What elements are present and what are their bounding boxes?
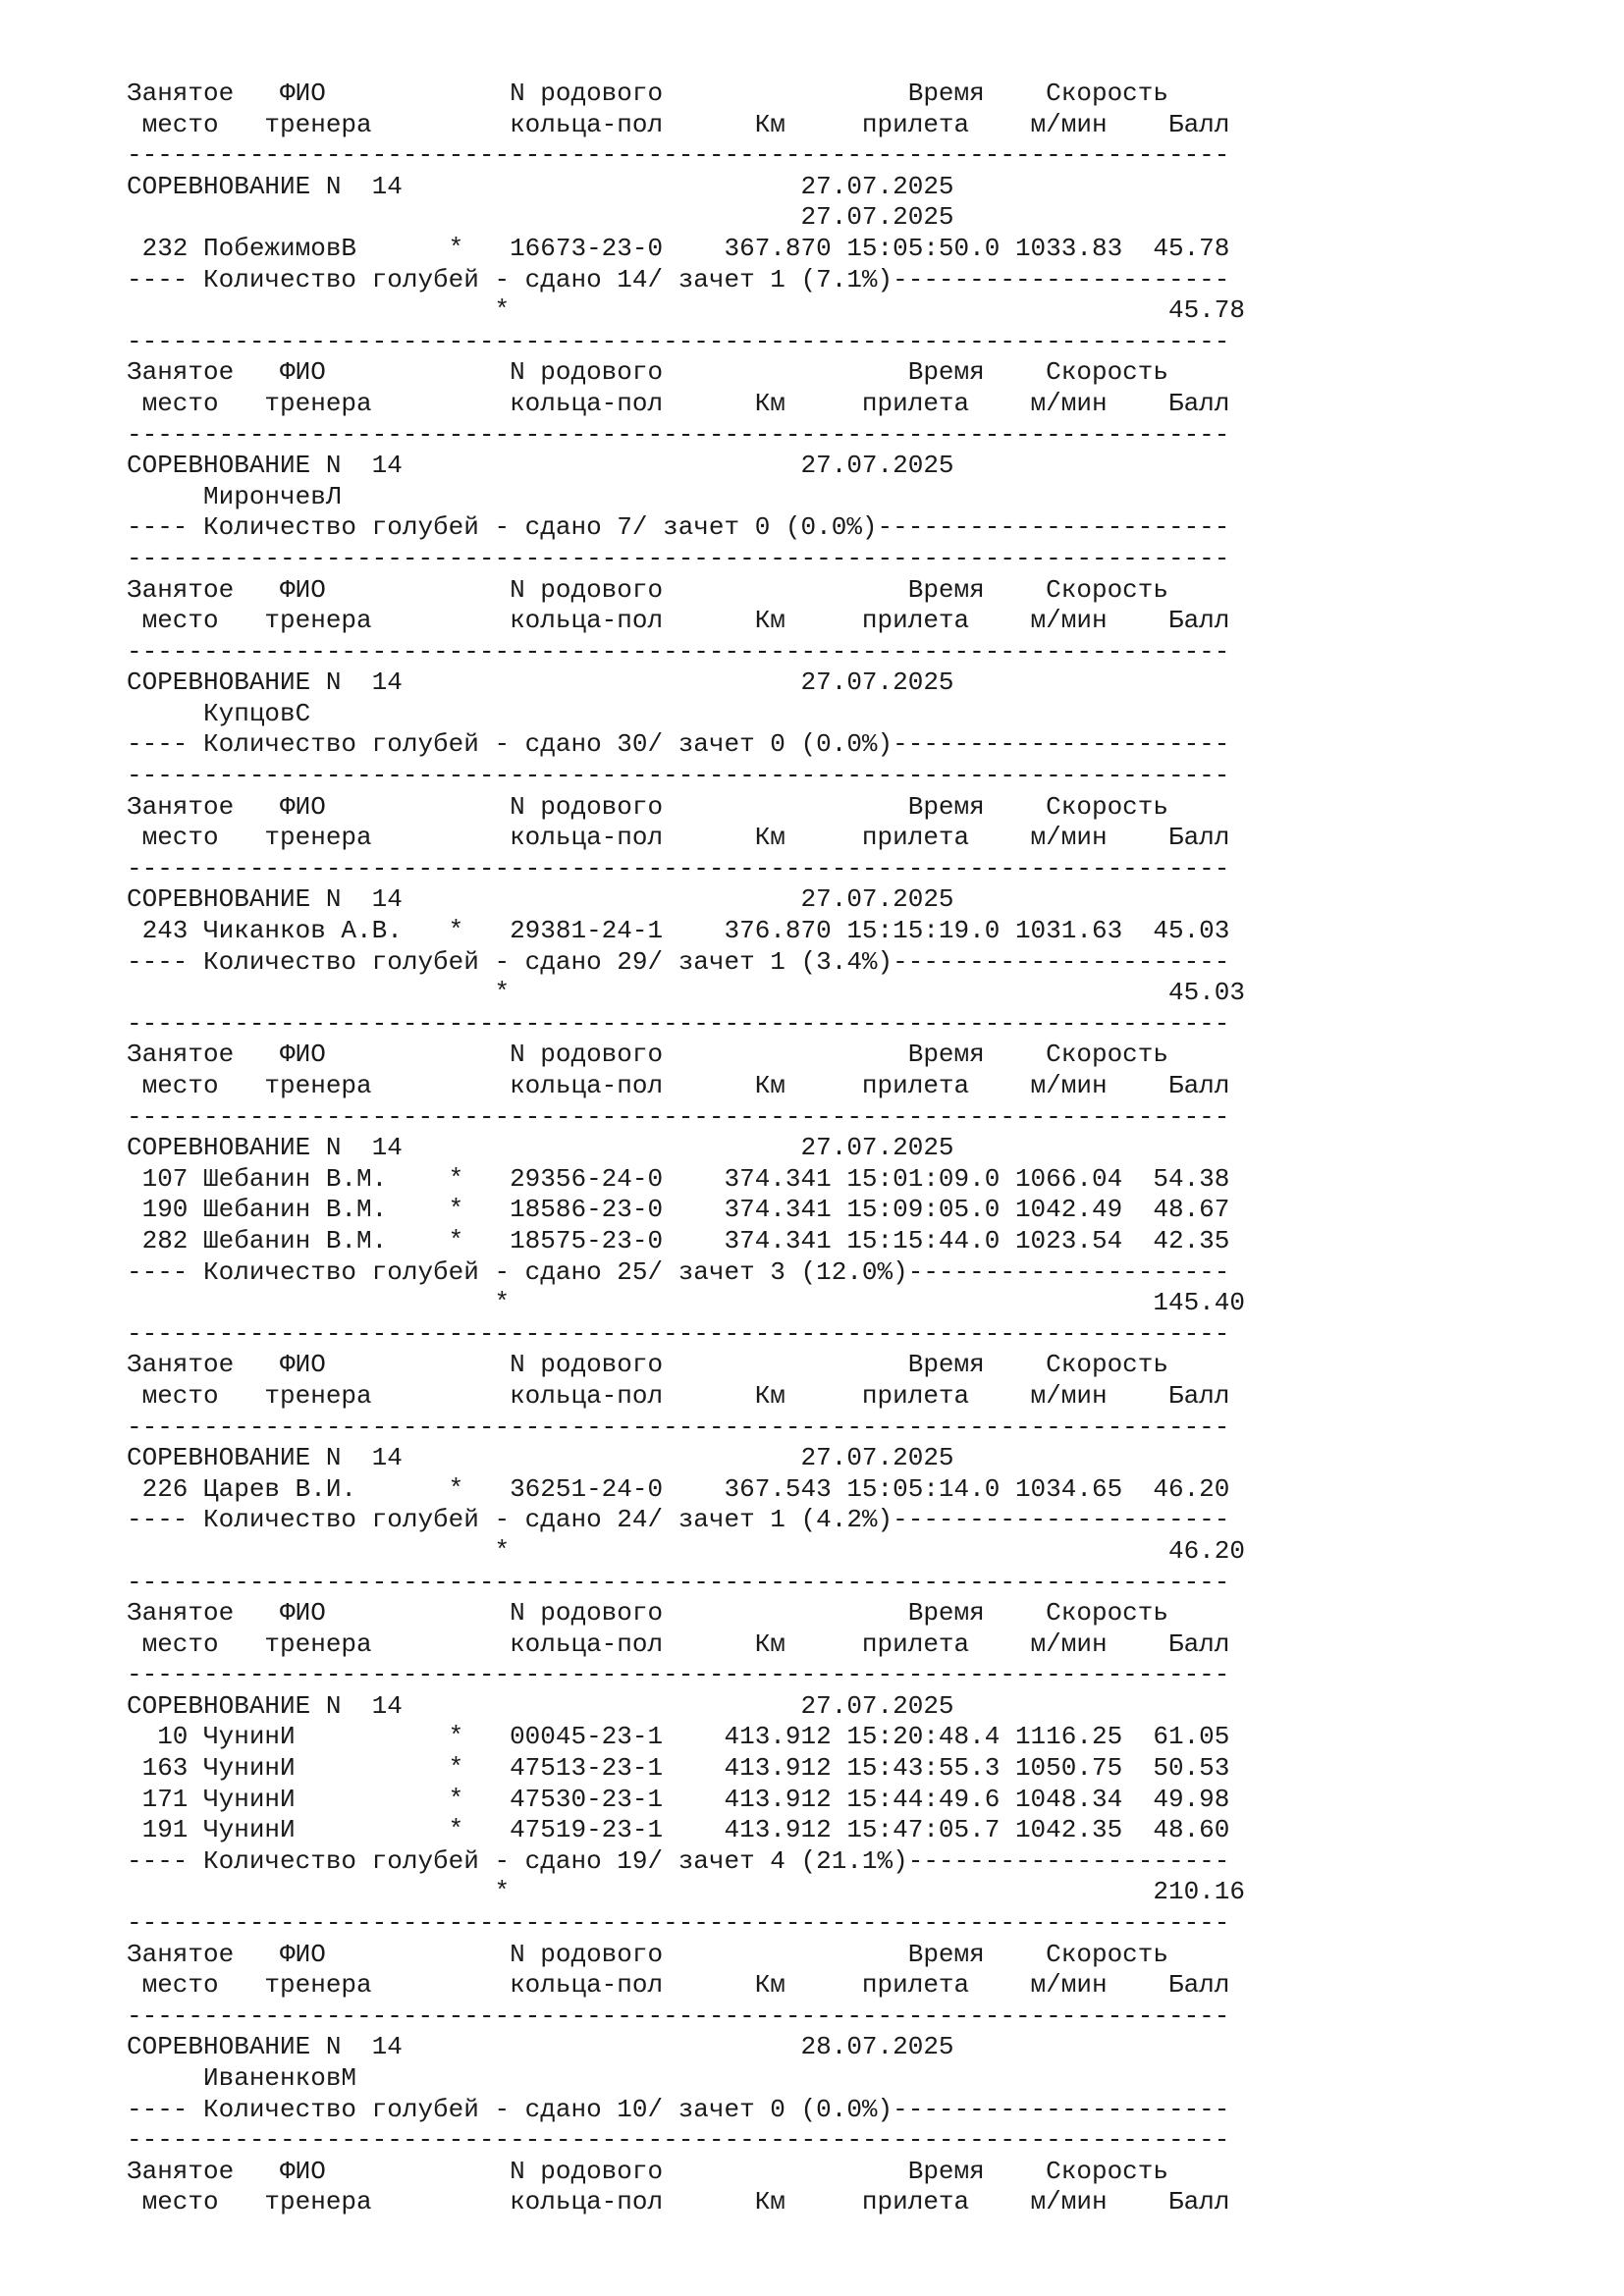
column-header-line: Занятое ФИО N родового Время Скорость [127,574,1168,605]
result-row: 190 Шебанин В.М. * 18586-23-0 374.341 15:09:05.0 1042.49 48.67 [127,1195,1230,1225]
competition-header-line: СОРЕВНОВАНИЕ N 14 27.07.2025 [127,451,954,481]
summary-line: ---- Количество голубей - сдано 7/ зачет 0 (0.0%)----------------------- [127,512,1230,543]
column-header-line: Занятое ФИО N родового Время Скорость [127,357,1168,388]
column-header-line: место тренера кольца-пол Км прилета м/мин Балл [127,2187,1230,2217]
trainer-name-line: ИваненковМ [127,2063,357,2093]
summary-line: ---- Количество голубей - сдано 29/ зачет 1 (3.4%)---------------------- [127,946,1230,977]
result-row: 163 ЧунинИ * 47513-23-1 413.912 15:43:55.3 1050.75 50.53 [127,1753,1230,1784]
total-score-line: * 45.78 [127,295,1245,326]
column-header-line: Занятое ФИО N родового Время Скорость [127,2156,1168,2186]
summary-line: ---- Количество голубей - сдано 25/ зачет 3 (12.0%)--------------------- [127,1256,1230,1287]
separator-line: ------------------------------------------------------------------------ [127,853,1230,883]
column-header-line: место тренера кольца-пол Км прилета м/мин Балл [127,1970,1230,2001]
competition-header-line: СОРЕВНОВАНИЕ N 14 27.07.2025 [127,171,954,201]
competition-header-line: СОРЕВНОВАНИЕ N 14 27.07.2025 [127,1133,954,1163]
result-row: 171 ЧунинИ * 47530-23-1 413.912 15:44:49.6 1048.34 49.98 [127,1784,1230,1814]
summary-line: ---- Количество голубей - сдано 14/ зачет 1 (7.1%)---------------------- [127,264,1230,294]
separator-line: ------------------------------------------------------------------------ [127,636,1230,667]
column-header-line: Занятое ФИО N родового Время Скорость [127,1040,1168,1070]
column-header-line: Занятое ФИО N родового Время Скорость [127,791,1168,822]
column-header-line: место тренера кольца-пол Км прилета м/мин Балл [127,388,1230,418]
separator-line: ------------------------------------------------------------------------ [127,1101,1230,1132]
total-score-line: * 145.40 [127,1288,1245,1318]
column-header-line: Занятое ФИО N родового Время Скорость [127,1350,1168,1380]
column-header-line: Занятое ФИО N родового Время Скорость [127,1598,1168,1629]
competition-header-line: СОРЕВНОВАНИЕ N 14 28.07.2025 [127,2032,954,2062]
total-score-line: * 45.03 [127,978,1245,1008]
competition-header-line: СОРЕВНОВАНИЕ N 14 27.07.2025 [127,1690,954,1721]
trainer-name-line: КупцовС [127,698,311,728]
summary-line: ---- Количество голубей - сдано 10/ зачет 0 (0.0%)---------------------- [127,2094,1230,2124]
trainer-name-line: МирончевЛ [127,481,342,511]
separator-line: ------------------------------------------------------------------------ [127,2001,1230,2031]
total-score-line: * 210.16 [127,1877,1245,1907]
competition-header-line: СОРЕВНОВАНИЕ N 14 27.07.2025 [127,884,954,915]
separator-line: ------------------------------------------------------------------------ [127,1412,1230,1442]
results-report [127,79,1245,2218]
result-row: 10 ЧунинИ * 00045-23-1 413.912 15:20:48.4 1116.25 61.05 [127,1722,1230,1752]
column-header-line: место тренера кольца-пол Км прилета м/мин Балл [127,109,1230,139]
column-header-line: место тренера кольца-пол Км прилета м/мин Балл [127,823,1230,853]
separator-line: ------------------------------------------------------------------------ [127,761,1230,791]
result-row: 243 Чиканков А.В. * 29381-24-1 376.870 15:15:19.0 1031.63 45.03 [127,916,1230,946]
separator-line: ------------------------------------------------------------------------ [127,543,1230,573]
column-header-line: место тренера кольца-пол Км прилета м/мин Балл [127,1629,1230,1659]
column-header-line: место тренера кольца-пол Км прилета м/мин Балл [127,1380,1230,1411]
summary-line: ---- Количество голубей - сдано 30/ зачет 0 (0.0%)---------------------- [127,729,1230,760]
column-header-line: Занятое ФИО N родового Время Скорость [127,79,1168,108]
competition-header-line: СОРЕВНОВАНИЕ N 14 27.07.2025 [127,667,954,698]
result-row: 107 Шебанин В.М. * 29356-24-0 374.341 15:01:09.0 1066.04 54.38 [127,1163,1230,1194]
separator-line: ------------------------------------------------------------------------ [127,1567,1230,1597]
date-line: 27.07.2025 [127,202,954,233]
separator-line: ------------------------------------------------------------------------ [127,326,1230,356]
result-row: 191 ЧунинИ * 47519-23-1 413.912 15:47:05.7 1042.35 48.60 [127,1815,1230,1845]
total-score-line: * 46.20 [127,1535,1245,1566]
separator-line: ------------------------------------------------------------------------ [127,1318,1230,1349]
separator-line: ------------------------------------------------------------------------ [127,2125,1230,2156]
competition-header-line: СОРЕВНОВАНИЕ N 14 27.07.2025 [127,1443,954,1473]
summary-line: ---- Количество голубей - сдано 19/ зачет 4 (21.1%)--------------------- [127,1845,1230,1876]
result-row: 226 Царев В.И. * 36251-24-0 367.543 15:05:14.0 1034.65 46.20 [127,1473,1230,1504]
summary-line: ---- Количество голубей - сдано 24/ зачет 1 (4.2%)---------------------- [127,1505,1230,1535]
column-header-line: Занятое ФИО N родового Время Скорость [127,1939,1168,1969]
result-row: 232 ПобежимовВ * 16673-23-0 367.870 15:05:50.0 1033.83 45.78 [127,233,1230,263]
separator-line: ------------------------------------------------------------------------ [127,140,1230,171]
column-header-line: место тренера кольца-пол Км прилета м/мин Балл [127,1071,1230,1100]
separator-line: ------------------------------------------------------------------------ [127,1908,1230,1939]
separator-line: ------------------------------------------------------------------------ [127,1660,1230,1690]
separator-line: ------------------------------------------------------------------------ [127,1008,1230,1039]
result-row: 282 Шебанин В.М. * 18575-23-0 374.341 15:15:44.0 1023.54 42.35 [127,1225,1230,1255]
column-header-line: место тренера кольца-пол Км прилета м/мин Балл [127,606,1230,636]
separator-line: ------------------------------------------------------------------------ [127,419,1230,450]
